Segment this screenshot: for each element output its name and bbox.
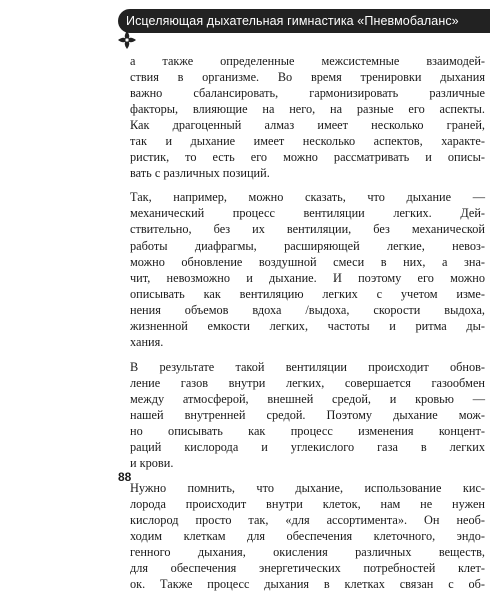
text-line: Как драгоценный алмаз имеет несколько граней,	[130, 118, 485, 133]
text-line: ствительно, без их вентиляции, без механической	[130, 222, 485, 237]
text-line: нения объемов вдоха /выдоха, скорости выдоха,	[130, 302, 485, 317]
text-line: важно сбалансировать, гармонизировать различные	[130, 86, 485, 101]
text-line: вать с различных позиций.	[130, 166, 270, 181]
text-line: нашей внутренней средой. Поэтому дыхание мож-	[130, 407, 485, 422]
page-number: 88	[118, 470, 132, 484]
text-line: так и дыхание имеет несколько аспектов, характе-	[130, 134, 485, 149]
text-line: а также определенные межсистемные взаимодей-	[130, 54, 485, 68]
text-line: и крови.	[130, 456, 174, 471]
text-line: генного дыхания, окисления различных веществ,	[130, 545, 485, 560]
text-line: жизненной емкости легких, частоты и ритма ды-	[130, 318, 485, 333]
text-line: можно обновление воздушной смеси в них, а зна-	[130, 254, 485, 269]
text-line: механический процесс вентиляции легких. Дей-	[130, 206, 485, 221]
text-line: описывать как вентиляцию легких с учетом изме-	[130, 286, 485, 301]
text-line: для обеспечения энергетических потребностей клет-	[130, 561, 485, 576]
text-line: ствия в организме. Во время тренировки дыхания	[130, 70, 485, 85]
text-line: ок. Также процесс дыхания в клетках связан с об-	[130, 577, 485, 592]
body-text	[130, 53, 485, 602]
paragraph	[130, 359, 485, 471]
text-line: работы диафрагмы, расширяющей легкие, невоз-	[130, 238, 485, 253]
text-line: ление газов внутри легких, совершается газообмен	[130, 375, 485, 390]
text-line: но описывать как процесс изменения концент-	[130, 424, 485, 439]
text-line: ристик, то есть его можно рассматривать и описы-	[130, 150, 485, 165]
paragraph	[130, 53, 485, 181]
text-line: чит, невозможно и дыхание. И поэтому его можно	[130, 270, 485, 285]
text-line: ходим клеткам для обеспечения клеточного, эндо-	[130, 529, 485, 544]
text-line: хания.	[130, 334, 164, 349]
paragraph	[130, 480, 485, 592]
text-line: В результате такой вентиляции происходит обнов-	[130, 359, 485, 374]
text-line: факторы, влияющие на него, на разные его аспекты.	[130, 102, 485, 117]
text-line: Нужно помнить, что дыхание, использование кис-	[130, 481, 485, 496]
leaf-ornament-icon	[116, 29, 138, 51]
paragraph	[130, 189, 485, 349]
text-line: кислород просто так, «для ассортимента». Он необ-	[130, 513, 485, 528]
text-line: между атмосферой, внешней средой, и кровью —	[130, 391, 485, 406]
text-line: Так, например, можно сказать, что дыхание —	[130, 190, 485, 205]
text-line: лорода происходит внутри клеток, нам не нужен	[130, 497, 485, 512]
running-header-title: Исцеляющая дыхательная гимнастика «Пневмобаланс»	[126, 14, 459, 28]
text-line: раций кислорода и углекислого газа в легких	[130, 440, 485, 455]
